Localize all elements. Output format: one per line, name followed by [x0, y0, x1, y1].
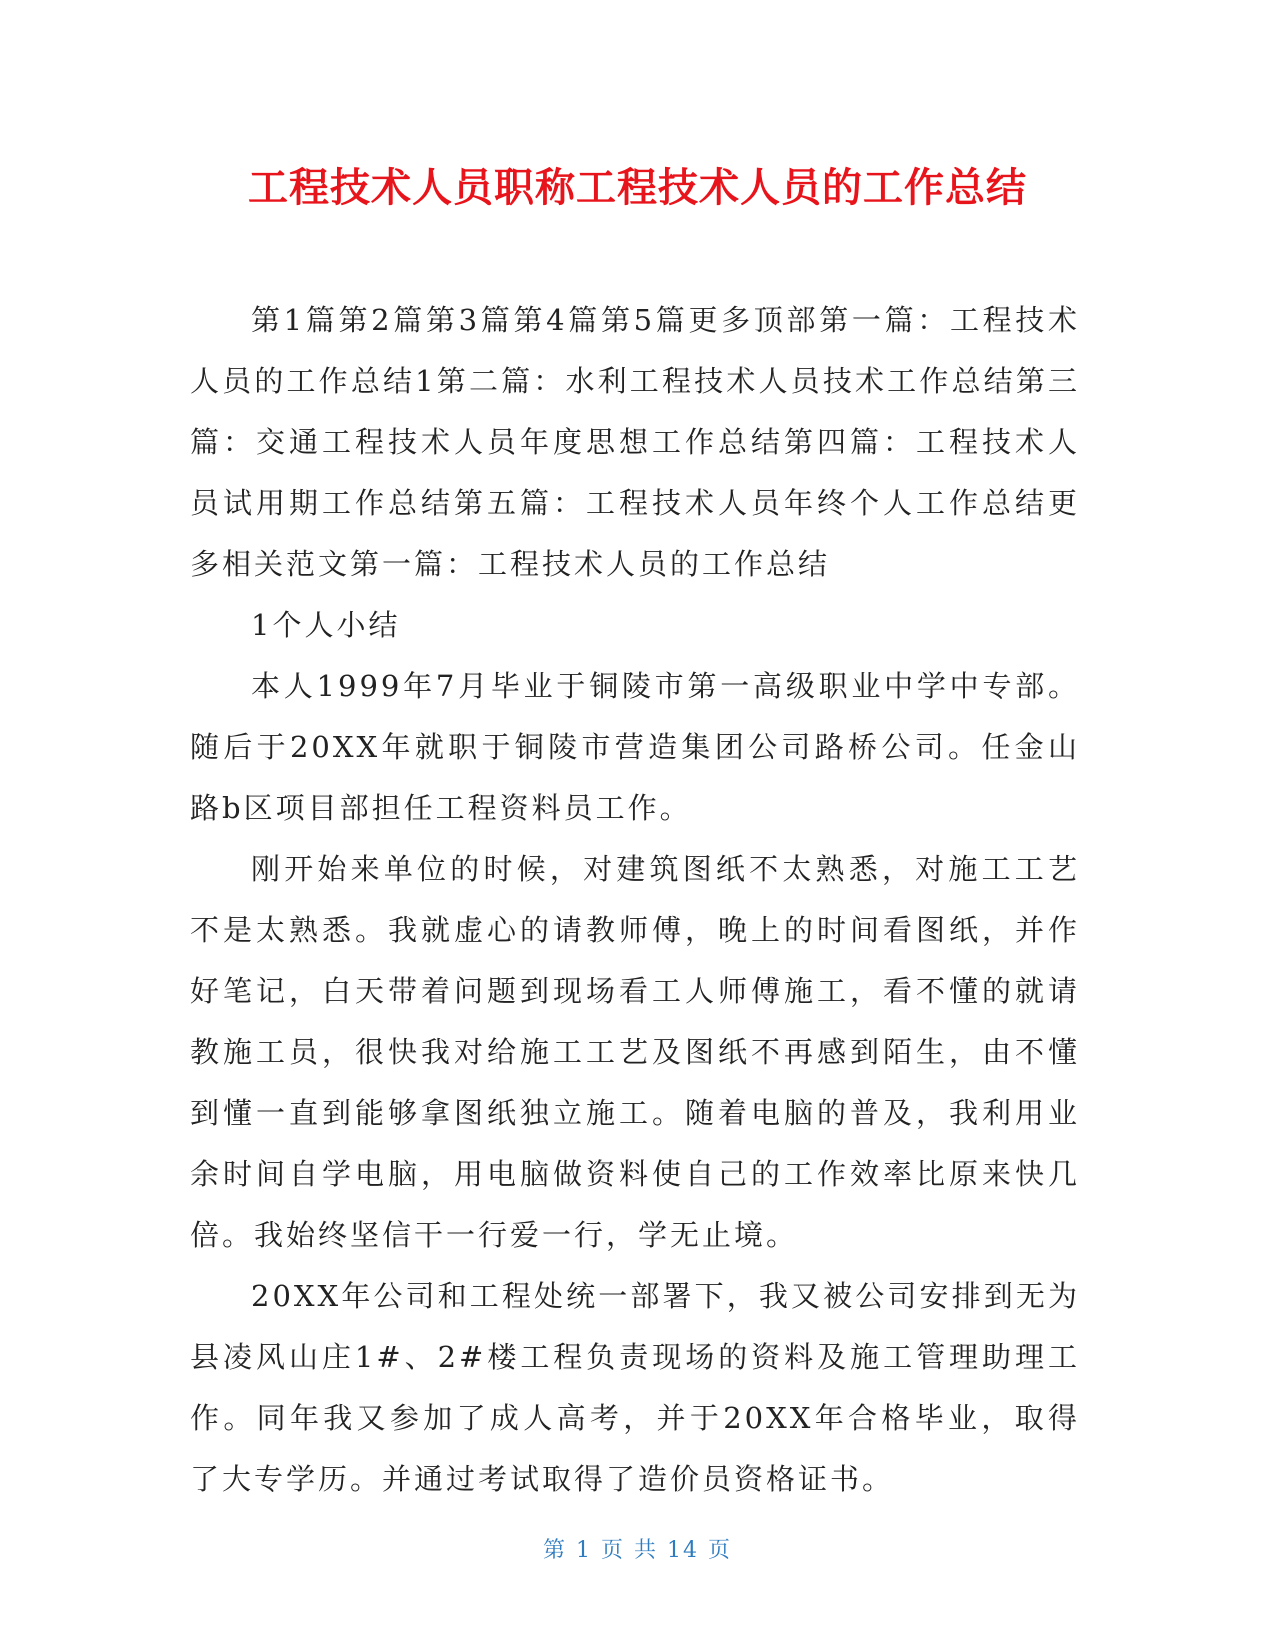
document-title: 工程技术人员职称工程技术人员的工作总结	[248, 165, 1027, 211]
paragraph-education: 本人1999年7月毕业于铜陵市第一高级职业中学中专部。随后于20XX年就职于铜陵市营造集团公司路桥公司。任金山路b区项目部担任工程资料员工作。	[190, 669, 1080, 825]
document-body	[190, 290, 1080, 1510]
paragraph-table-of-contents: 第1篇第2篇第3篇第4篇第5篇更多顶部第一篇：工程技术人员的工作总结1第二篇：水利工程技术人员技术工作总结第三篇：交通工程技术人员年度思想工作总结第四篇：工程技术人员试用期工作总结第五篇：工程技术人员年终个人工作总结更多相关范文第一篇：工程技术人员的工作总结	[190, 303, 1080, 581]
paragraph-later-work: 20XX年公司和工程处统一部署下，我又被公司安排到无为县凌风山庄1#、2#楼工程负责现场的资料及施工管理助理工作。同年我又参加了成人高考，并于20XX年合格毕业，取得了大专学历。并通过考试取得了造价员资格证书。	[190, 1279, 1080, 1496]
page-number-footer: 第 1 页 共 14 页	[543, 1538, 732, 1563]
paragraph-section-heading: 1个人小结	[251, 608, 401, 642]
paragraph-early-work: 刚开始来单位的时候，对建筑图纸不太熟悉，对施工工艺不是太熟悉。我就虚心的请教师傅，晚上的时间看图纸，并作好笔记，白天带着问题到现场看工人师傅施工，看不懂的就请教施工员，很快我对给施工工艺及图纸不再感到陌生，由不懂到懂一直到能够拿图纸独立施工。随着电脑的普及，我利用业余时间自学电脑，用电脑做资料使自己的工作效率比原来快几倍。我始终坚信干一行爱一行，学无止境。	[190, 852, 1080, 1252]
